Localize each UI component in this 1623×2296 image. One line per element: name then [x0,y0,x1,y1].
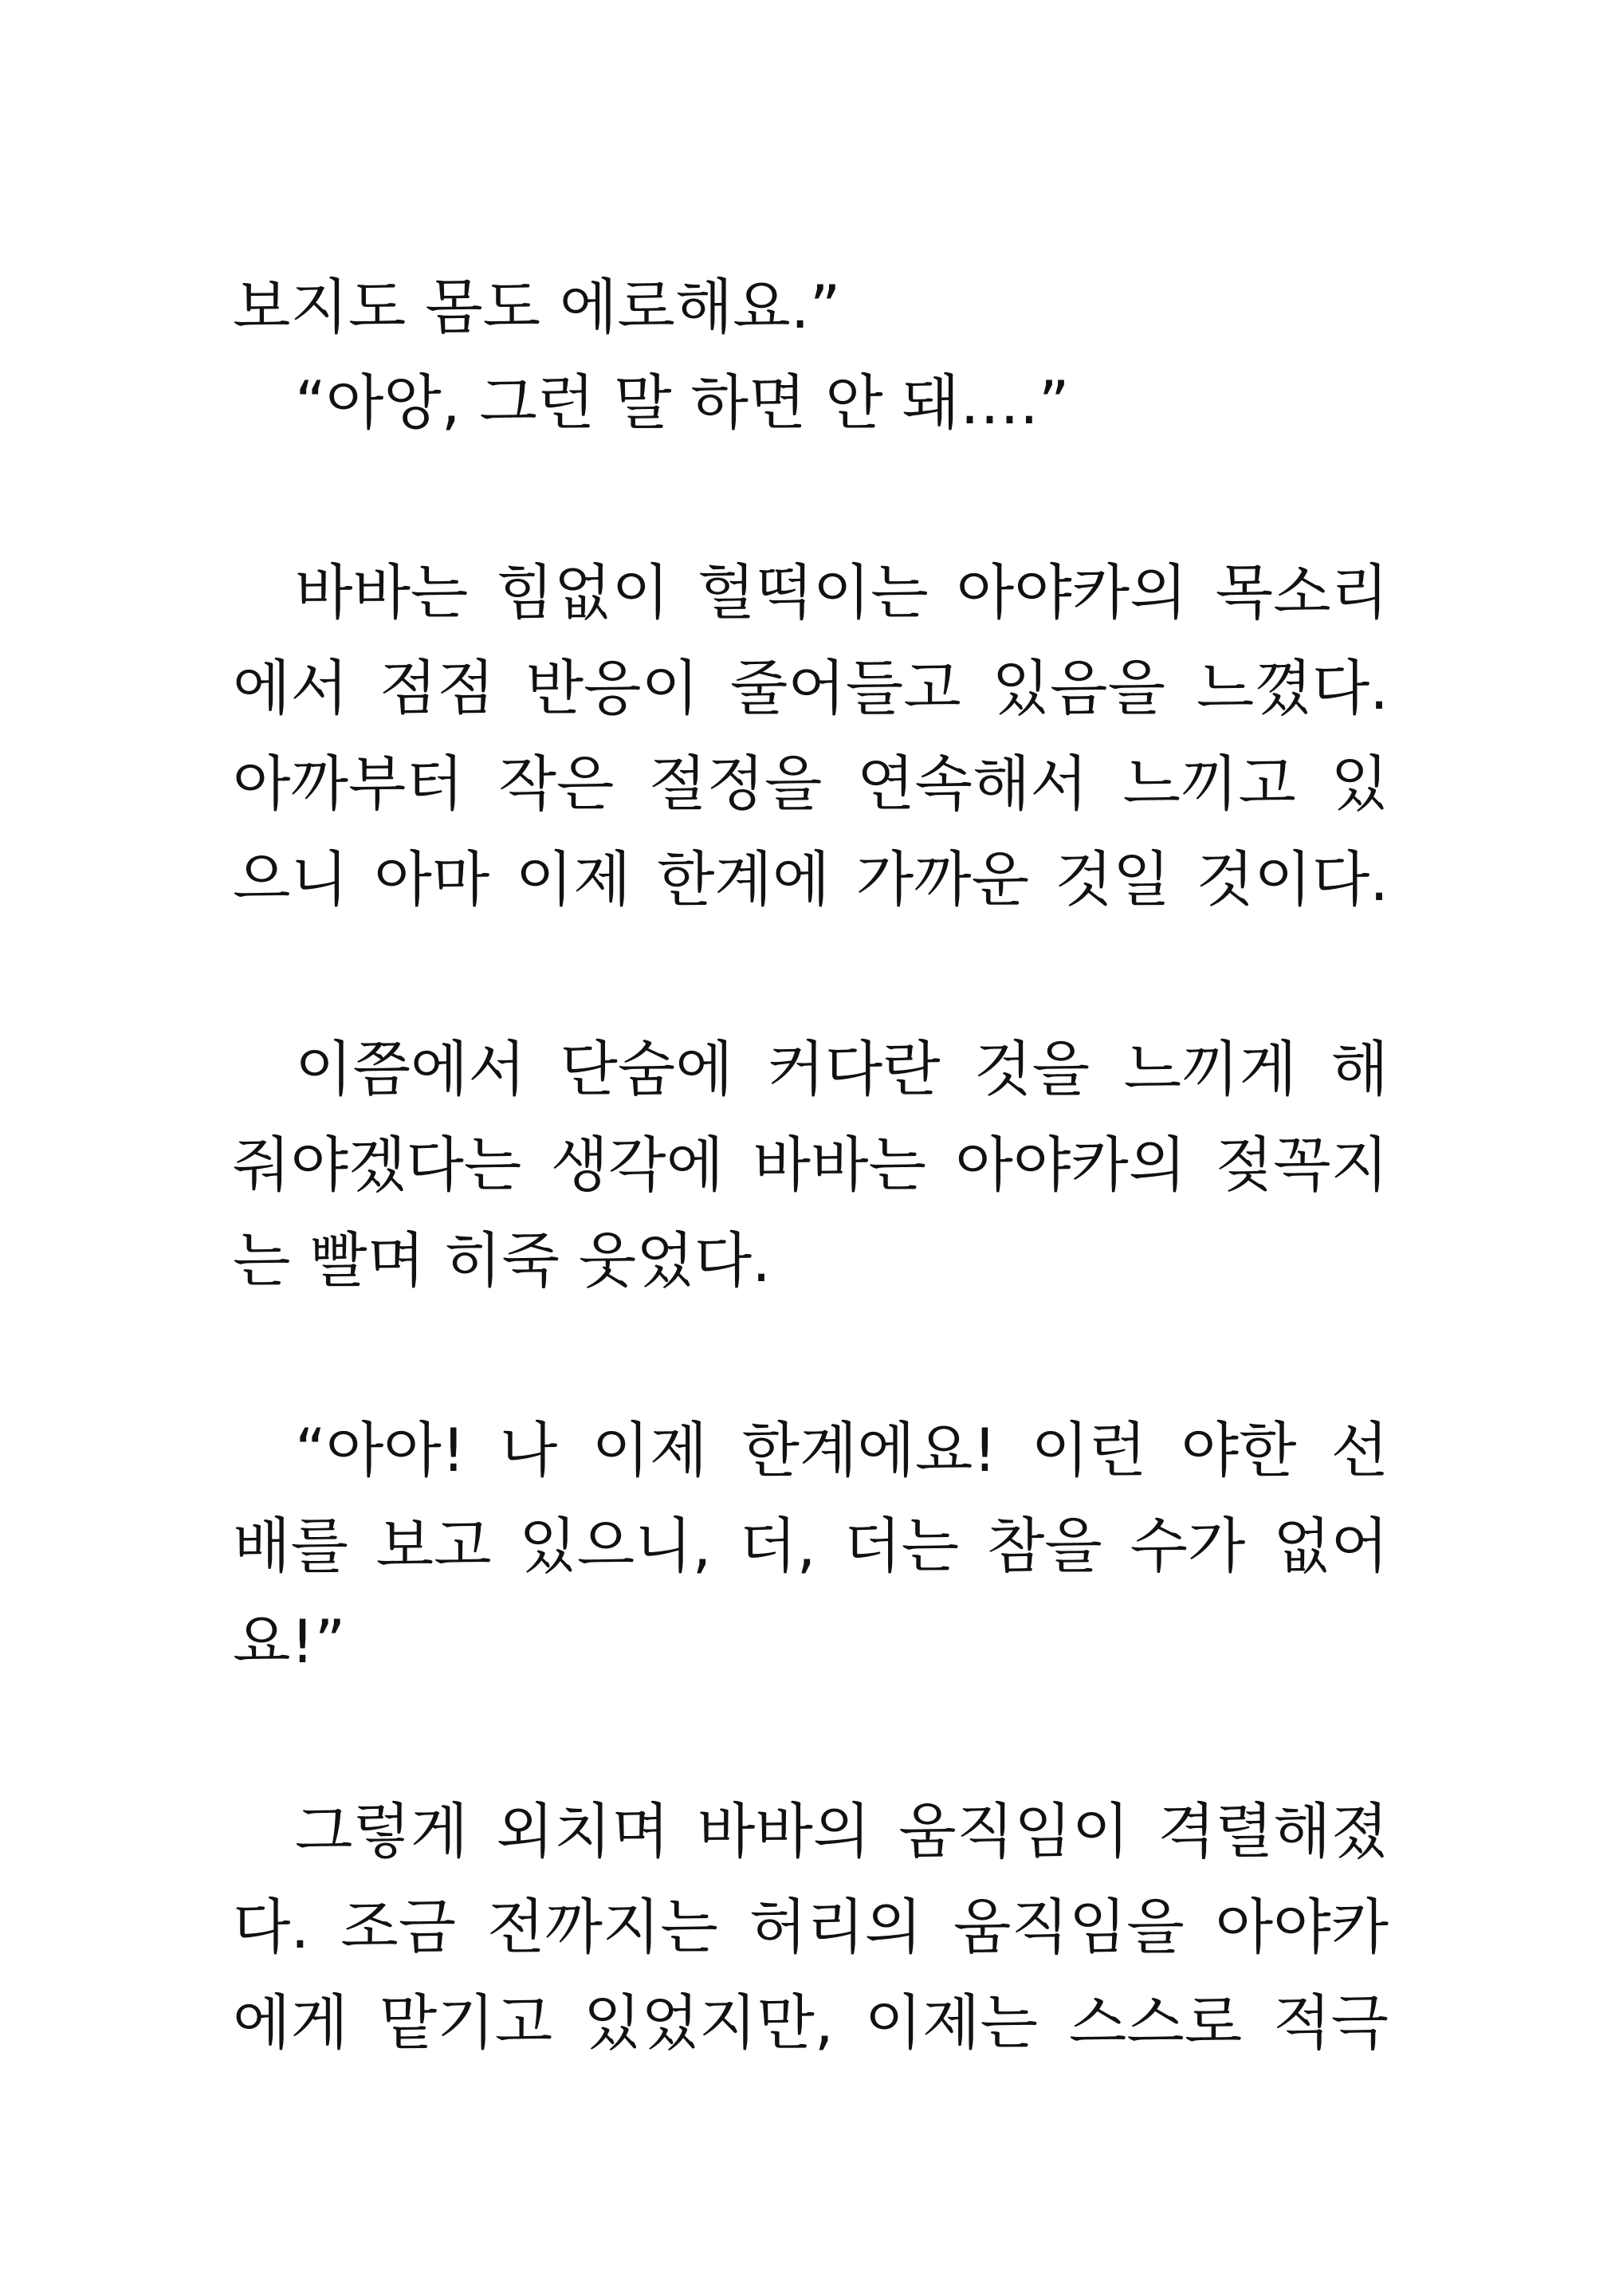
text-line: 보지도 몸도 에로해요.” [233,272,841,342]
text-line: “아아! 나 이제 한계에요! 이런 야한 선 [295,1415,1389,1485]
text-line: 요!” [233,1606,346,1677]
text-line: 다. 조금 전까지는 허리의 움직임을 아야카 [233,1892,1389,1962]
text-line: 아까부터 작은 절정을 연속해서 느끼고 있 [233,749,1389,819]
text-line: 이쯤에서 단숨에 커다란 것을 느끼게 해 [295,1034,1389,1104]
text-line: 으니 아마 이제 한계에 가까운 것일 것이다. [233,844,1389,914]
text-line: 에게 맡기고 있었지만, 이제는 스스로 적극 [233,1987,1389,2058]
text-line: 줘야겠다는 생각에 바바는 아야카의 젖꼭지 [233,1130,1389,1200]
text-line: 는 빨며 히죽 웃었다. [233,1225,771,1295]
text-line: 바바는 힘없이 헐떡이는 아야카의 목소리 [295,557,1389,627]
text-line: 배를 보고 있으니, 더, 더는 참을 수가 없어 [233,1511,1389,1581]
text-line: 그렇게 외치며 바바의 움직임이 격렬해졌 [295,1796,1389,1866]
text-line: “아앙, 그런 말 하면 안 돼….” [295,368,1070,438]
text-line: 에서 점점 반응이 줄어들고 있음을 느꼈다. [233,653,1389,723]
